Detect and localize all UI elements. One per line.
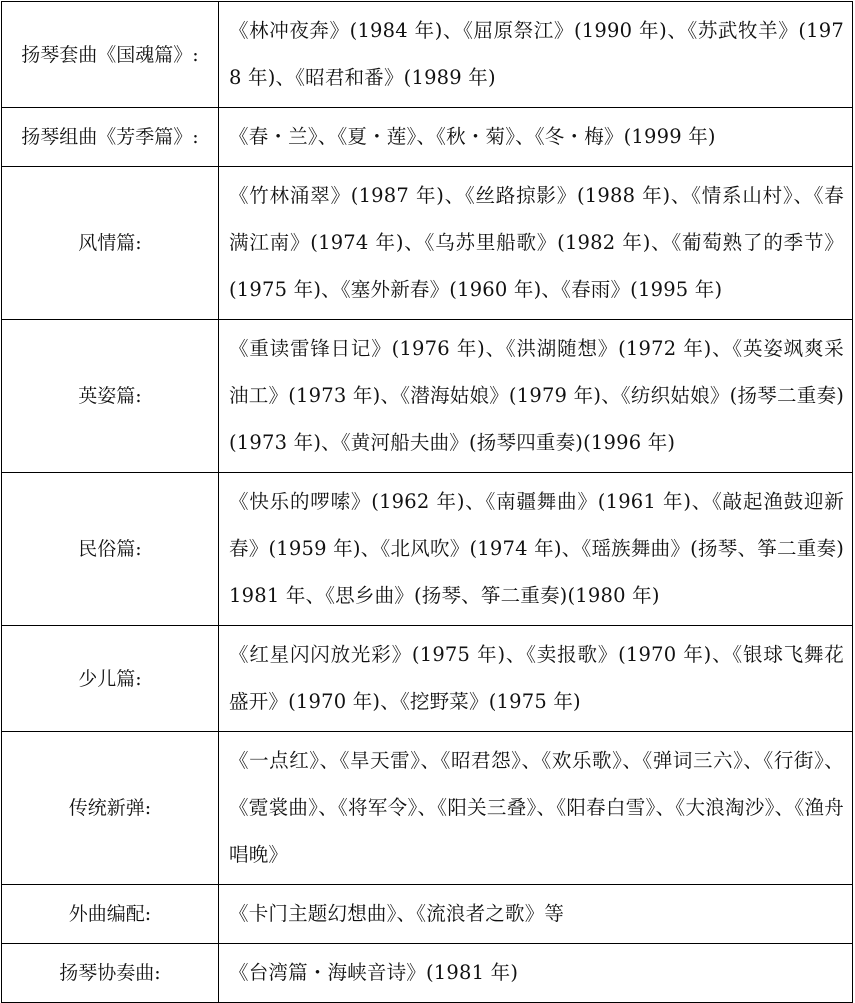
- works-list: 《台湾篇・海峡音诗》(1981 年): [219, 944, 853, 1003]
- category-label: 扬琴协奏曲:: [2, 944, 219, 1003]
- category-label: 外曲编配:: [2, 885, 219, 944]
- table-row: [2, 2, 853, 108]
- category-label: 少儿篇:: [2, 626, 219, 732]
- works-list: 《林冲夜奔》(1984 年)、《屈原祭江》(1990 年)、《苏武牧羊》(1978 年)、《昭君和番》(1989 年): [219, 2, 853, 108]
- works-list: 《快乐的啰嗦》(1962 年)、《南疆舞曲》(1961 年)、《敲起渔鼓迎新春》(1959 年)、《北风吹》(1974 年)、《瑶族舞曲》(扬琴、筝二重奏)1981 年、《思乡曲》(扬琴、筝二重奏)(1980 年): [219, 473, 853, 626]
- table-row: [2, 320, 853, 473]
- category-label: 风情篇:: [2, 167, 219, 320]
- works-list: 《一点红》、《旱天雷》、《昭君怨》、《欢乐歌》、《弹词三六》、《行街》、《霓裳曲》、《将军令》、《阳关三叠》、《阳春白雪》、《大浪淘沙》、《渔舟唱晚》: [219, 732, 853, 885]
- category-label: 扬琴套曲《国魂篇》:: [2, 2, 219, 108]
- table-row: [2, 944, 853, 1003]
- table-row: [2, 885, 853, 944]
- category-label: 扬琴组曲《芳季篇》:: [2, 108, 219, 167]
- table-row: [2, 473, 853, 626]
- category-label: 英姿篇:: [2, 320, 219, 473]
- works-list: 《重读雷锋日记》(1976 年)、《洪湖随想》(1972 年)、《英姿飒爽采油工》(1973 年)、《潜海姑娘》(1979 年)、《纺织姑娘》(扬琴二重奏)(1973 年)、《黄河船夫曲》(扬琴四重奏)(1996 年): [219, 320, 853, 473]
- category-label: 传统新弹:: [2, 732, 219, 885]
- works-list: 《春・兰》、《夏・莲》、《秋・菊》、《冬・梅》(1999 年): [219, 108, 853, 167]
- table-row: [2, 626, 853, 732]
- table-row: [2, 108, 853, 167]
- repertoire-table: [1, 1, 853, 1003]
- table-row: [2, 732, 853, 885]
- works-list: 《竹林涌翠》(1987 年)、《丝路掠影》(1988 年)、《情系山村》、《春满江南》(1974 年)、《乌苏里船歌》(1982 年)、《葡萄熟了的季节》(1975 年)、《塞外新春》(1960 年)、《春雨》(1995 年): [219, 167, 853, 320]
- works-list: 《红星闪闪放光彩》(1975 年)、《卖报歌》(1970 年)、《银球飞舞花盛开》(1970 年)、《挖野菜》(1975 年): [219, 626, 853, 732]
- category-label: 民俗篇:: [2, 473, 219, 626]
- works-list: 《卡门主题幻想曲》、《流浪者之歌》等: [219, 885, 853, 944]
- table-row: [2, 167, 853, 320]
